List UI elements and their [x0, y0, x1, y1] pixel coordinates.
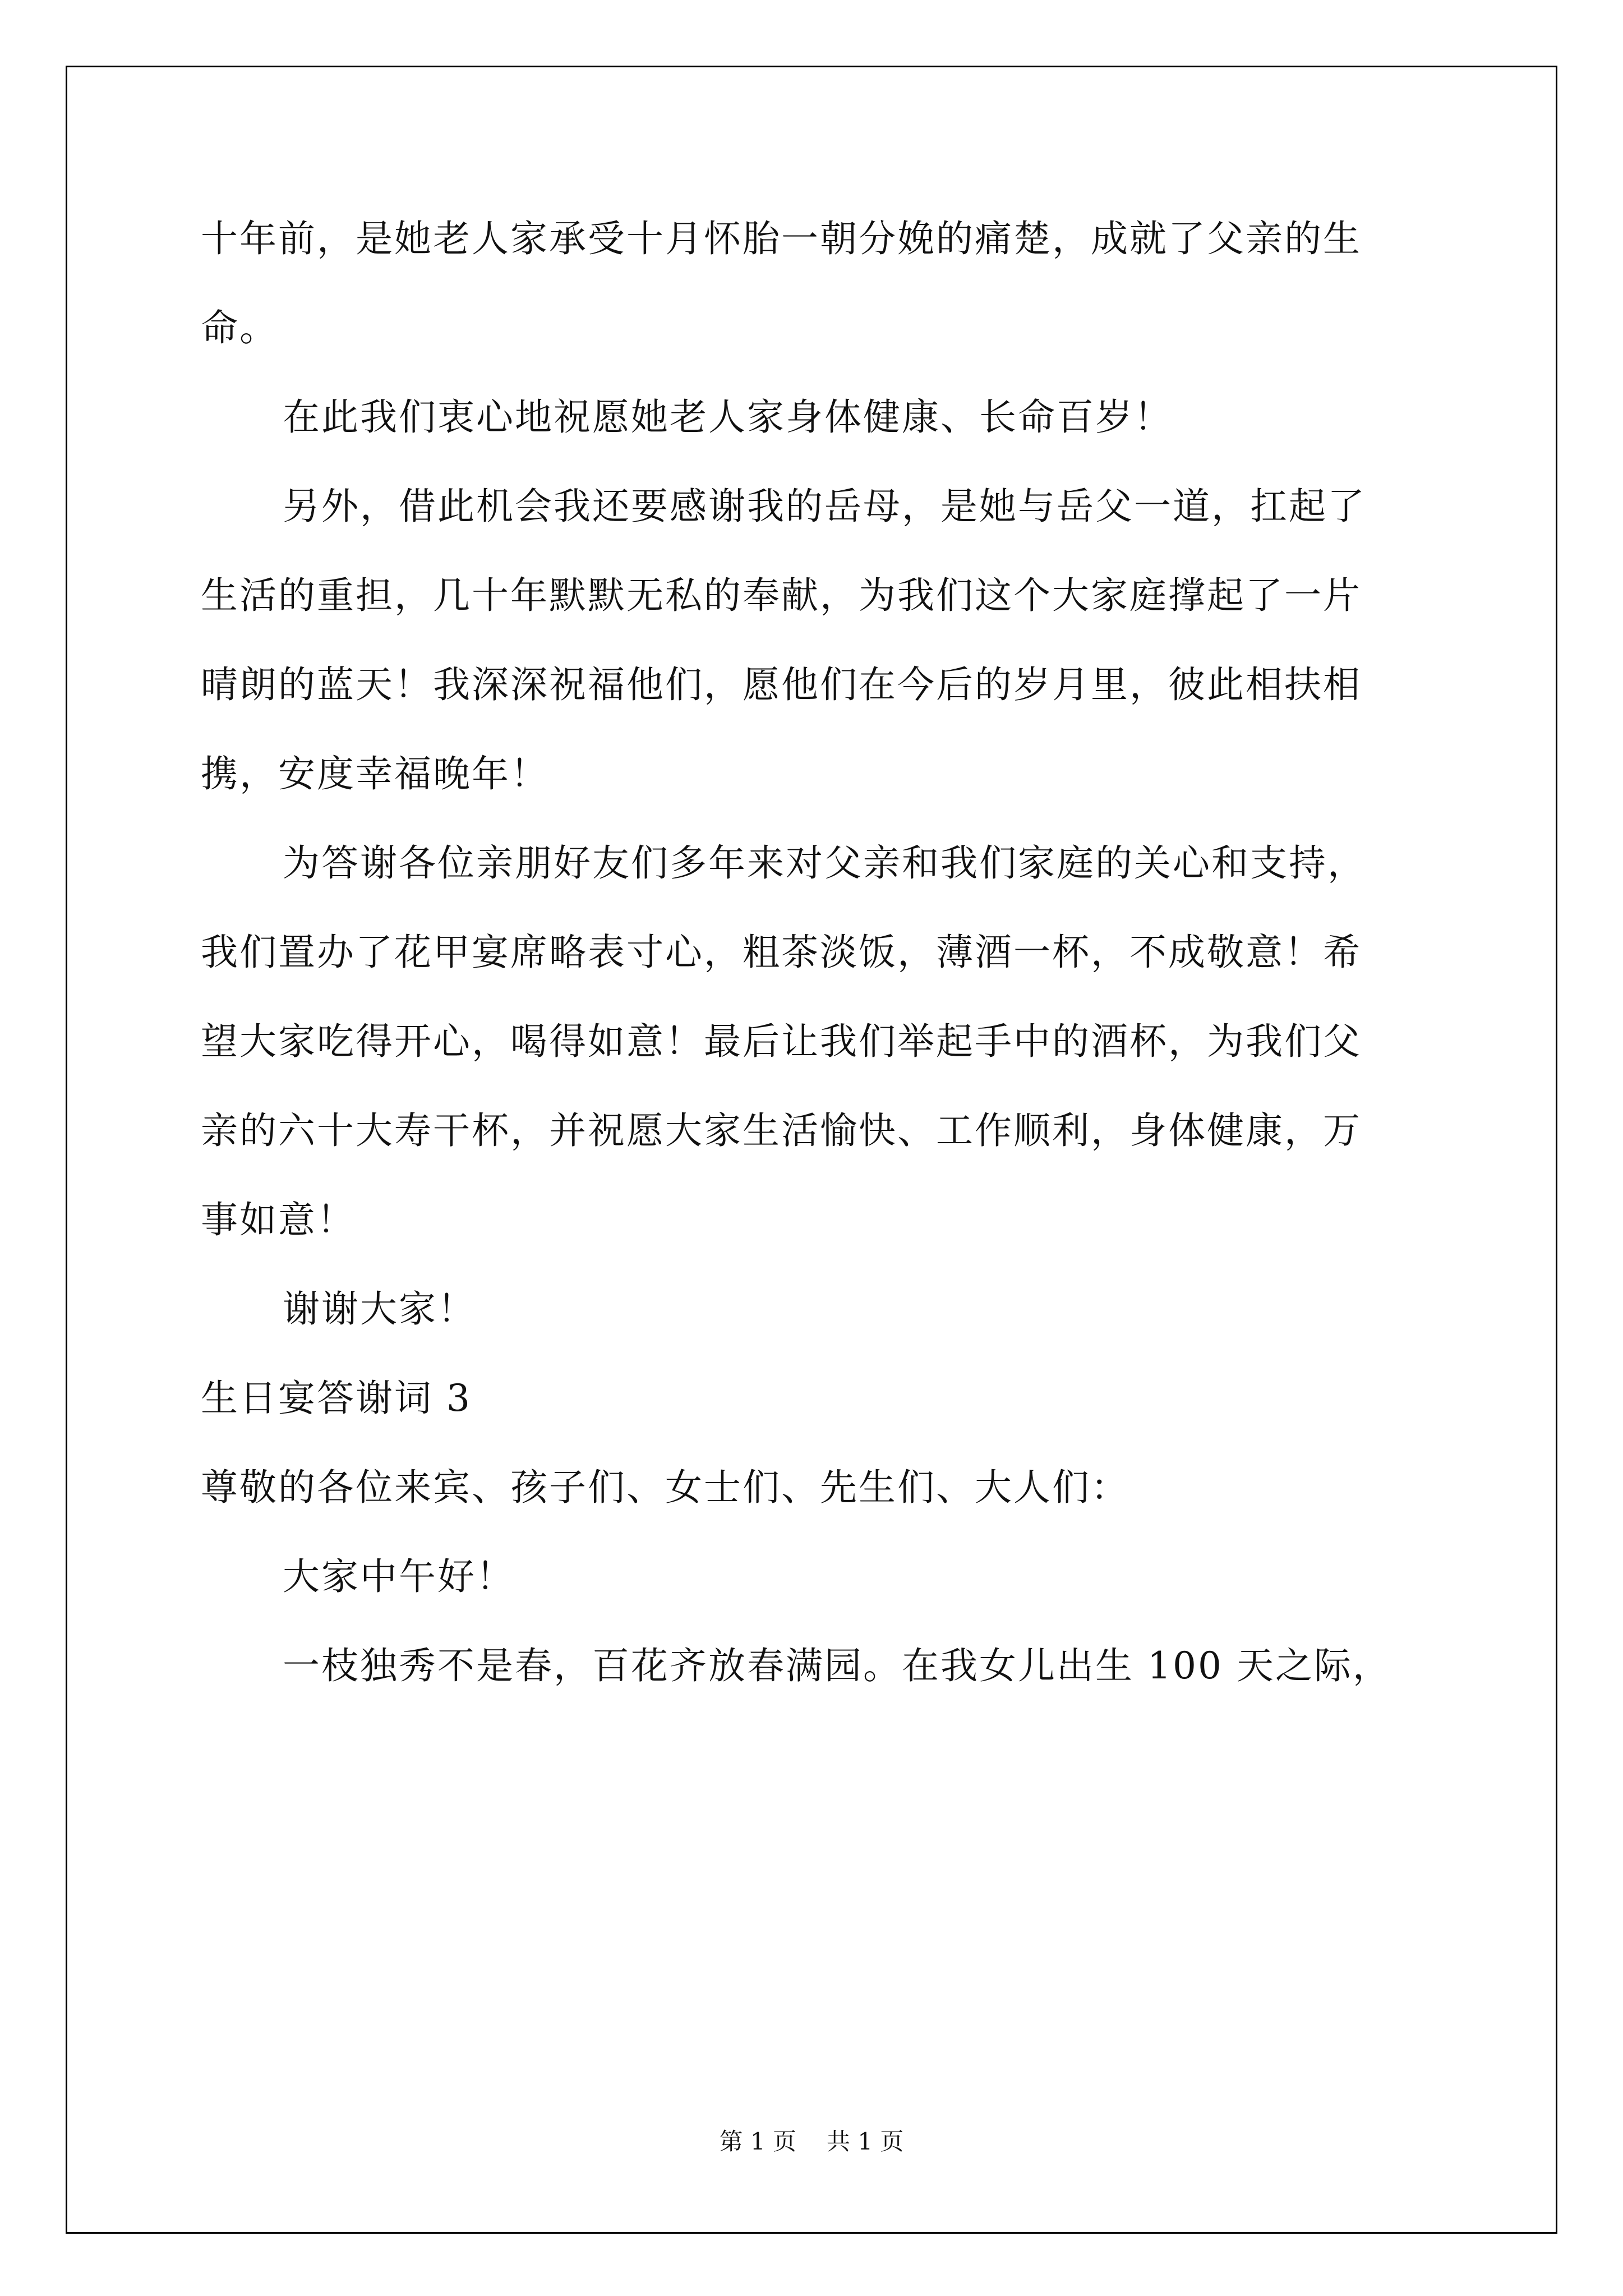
text-line: 事如意！ — [201, 1198, 356, 1241]
document-body — [201, 219, 1446, 1735]
page-total: 共 1 页 — [827, 2128, 904, 2155]
text-line: 命。 — [201, 306, 278, 349]
text-line: 为答谢各位亲朋好友们多年来对父亲和我们家庭的关心和支持， — [283, 841, 1366, 885]
page-footer — [0, 2128, 1623, 2156]
text-line: 大家中午好！ — [283, 1555, 515, 1598]
text-line: 生日宴答谢词 3 — [201, 1377, 472, 1420]
text-line: 亲的六十大寿干杯，并祝愿大家生活愉快、工作顺利，身体健康，万 — [201, 1109, 1362, 1152]
text-line: 生活的重担，几十年默默无私的奉献，为我们这个大家庭撑起了一片 — [201, 574, 1362, 617]
text-line: 携，安度幸福晚年！ — [201, 752, 549, 795]
text-line: 一枝独秀不是春，百花齐放春满园。在我女儿出生 100 天之际， — [283, 1644, 1391, 1687]
text-line: 我们置办了花甲宴席略表寸心，粗茶淡饭，薄酒一杯，不成敬意！希 — [201, 931, 1362, 974]
text-line: 望大家吃得开心，喝得如意！最后让我们举起手中的酒杯，为我们父 — [201, 1020, 1362, 1063]
page-number: 第 1 页 — [719, 2128, 796, 2155]
text-line: 谢谢大家！ — [283, 1287, 476, 1331]
text-line: 晴朗的蓝天！我深深祝福他们，愿他们在今后的岁月里，彼此相扶相 — [201, 663, 1362, 706]
text-line: 另外，借此机会我还要感谢我的岳母，是她与岳父一道，扛起了 — [283, 485, 1366, 528]
text-line: 尊敬的各位来宾、孩子们、女士们、先生们、大人们： — [201, 1466, 1129, 1509]
text-line: 在此我们衷心地祝愿她老人家身体健康、长命百岁！ — [283, 395, 1173, 439]
text-line: 十年前，是她老人家承受十月怀胎一朝分娩的痛楚，成就了父亲的生 — [201, 217, 1362, 260]
